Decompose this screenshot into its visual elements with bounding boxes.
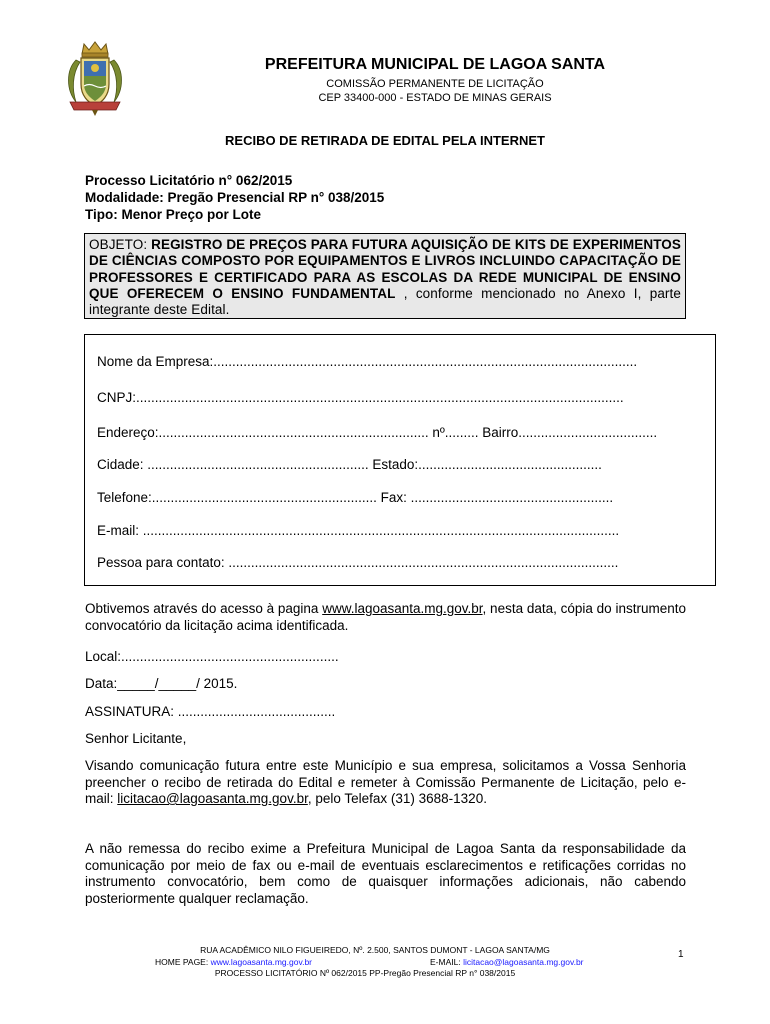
field-email[interactable]: E-mail: ............................................................................................................................... bbox=[97, 523, 620, 538]
paragraph-access-text-end: , nesta data, cópia do instrumento convocatório da licitação acima identificada. bbox=[85, 601, 686, 633]
footer-homepage bbox=[155, 957, 312, 967]
header-subtitle-commission: COMISSÃO PERMANENTE DE LICITAÇÃO bbox=[326, 78, 544, 90]
field-address[interactable]: Endereço:........................................................................ nº......... Bairro..................................... bbox=[97, 425, 658, 440]
objeto-box bbox=[84, 233, 686, 319]
paragraph-request-text: Visando comunicação futura entre este Município e sua empresa, solicitamos a Vossa Senhoria preencher o recibo de retirada do Edital e remeter à Comissão Permanente de Licitação, pelo e-mail: bbox=[85, 758, 686, 806]
process-modality: Modalidade: Pregão Presencial RP n° 038/2015 bbox=[85, 190, 385, 205]
field-signature[interactable]: ASSINATURA: .......................................... bbox=[85, 704, 336, 719]
paragraph-access-text: Obtivemos através do acesso à pagina bbox=[85, 601, 323, 616]
header-subtitle-cep: CEP 33400-000 - ESTADO DE MINAS GERAIS bbox=[318, 92, 552, 104]
footer-email-link[interactable]: licitacao@lagoasanta.mg.gov.br bbox=[463, 957, 584, 967]
objeto-reference: , conforme mencionado no Anexo I, parte integrante deste Edital. bbox=[89, 285, 681, 318]
field-company-name[interactable]: Nome da Empresa:................................................................................................................. bbox=[97, 354, 638, 369]
objeto-description: REGISTRO DE PREÇOS PARA FUTURA AQUISIÇÃO DE KITS DE EXPERIMENTOS DE CIÊNCIAS COMPOSTO POR EQUIPAMENTOS E LIVROS INCLUINDO CAPACITAÇÃO DE PROFESSORES E CERTIFICADO PARA AS ESCOLAS DA REDE MUNICIPAL DE ENSINO QUE OFERECEM O ENSINO FUNDAMENTAL bbox=[89, 237, 681, 301]
field-city-state[interactable]: Cidade: ........................................................... Estado:................................................. bbox=[97, 457, 602, 472]
page-number: 1 bbox=[678, 949, 684, 960]
footer-email bbox=[430, 957, 584, 967]
field-contact-person[interactable]: Pessoa para contato: ........................................................................................................ bbox=[97, 555, 619, 570]
paragraph-access bbox=[85, 601, 686, 634]
email-link[interactable]: licitacao@lagoasanta.mg.gov.br bbox=[117, 791, 308, 806]
footer-process: PROCESSO LICITATÓRIO Nº 062/2015 PP-Pregão Presencial RP n° 038/2015 bbox=[214, 968, 516, 978]
field-cnpj[interactable]: CNPJ:.................................................................................................................................. bbox=[97, 390, 624, 405]
field-phone-fax[interactable]: Telefone:............................................................ Fax: ...................................................... bbox=[97, 490, 614, 505]
paragraph-request bbox=[85, 758, 686, 808]
paragraph-disclaimer: A não remessa do recibo exime a Prefeitura Municipal de Lagoa Santa da responsabilidade da comunicação por meio de fax ou e-mail de eventuais esclarecimentos e retificações corridas no instrumento convocatório, bem como de quaisquer informações adicionais, não cabendo posteriormente qualquer reclamação. bbox=[85, 841, 686, 906]
website-link[interactable]: www.lagoasanta.mg.gov.br bbox=[322, 601, 483, 616]
paragraph-request-text-end: , pelo Telefax (31) 3688-1320. bbox=[307, 791, 487, 806]
footer-homepage-label: HOME PAGE: bbox=[155, 957, 211, 967]
header-title: PREFEITURA MUNICIPAL DE LAGOA SANTA bbox=[264, 56, 606, 73]
footer-homepage-link[interactable]: www.lagoasanta.mg.gov.br bbox=[210, 957, 313, 967]
field-date[interactable]: Data:_____/_____/ 2015. bbox=[85, 676, 238, 691]
footer-email-label: E-MAIL: bbox=[430, 957, 464, 967]
municipal-crest-icon bbox=[62, 40, 128, 118]
footer-address: RUA ACADÊMICO NILO FIGUEIREDO, Nº. 2.500, SANTOS DUMONT - LAGOA SANTA/MG bbox=[200, 945, 550, 955]
salutation: Senhor Licitante, bbox=[85, 731, 187, 746]
document-title: RECIBO DE RETIRADA DE EDITAL PELA INTERNET bbox=[225, 133, 545, 148]
process-number: Processo Licitatório n° 062/2015 bbox=[85, 173, 293, 188]
objeto-label: OBJETO: bbox=[89, 237, 152, 252]
process-type: Tipo: Menor Preço por Lote bbox=[85, 207, 262, 222]
field-local[interactable]: Local:.......................................................... bbox=[85, 649, 339, 664]
